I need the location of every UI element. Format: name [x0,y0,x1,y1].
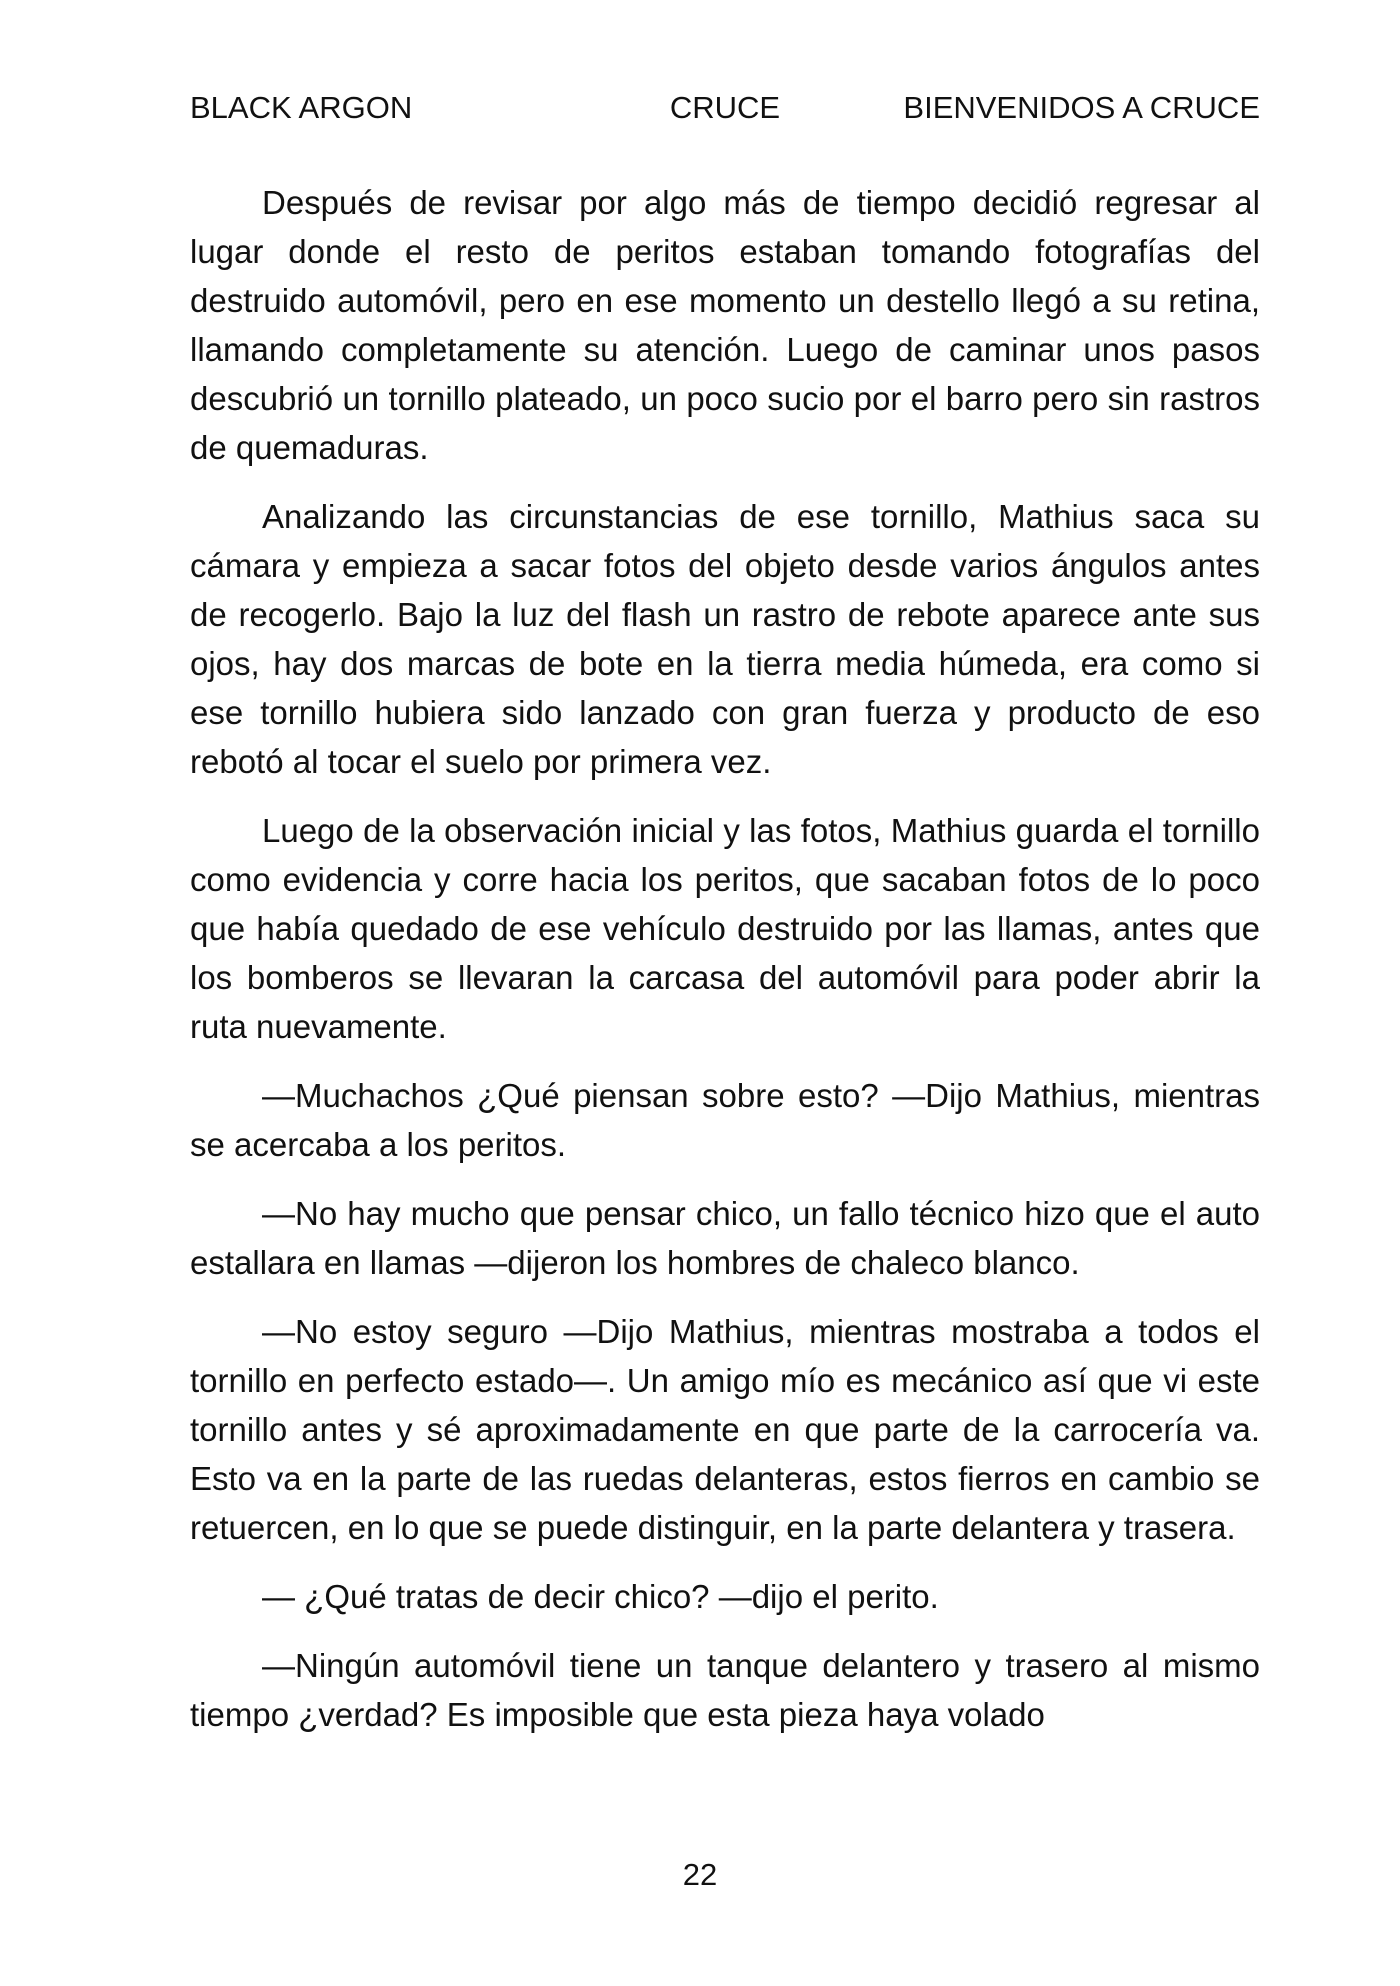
dialogue-paragraph: —Ningún automóvil tiene un tanque delantero y trasero al mismo tiempo ¿verdad? Es imposible que esta pieza haya volado [190,1647,1260,1733]
header-author: BLACK ARGON [190,90,413,125]
header-book-title: CRUCE [669,90,781,125]
running-header [190,88,1260,128]
dialogue-paragraph: — ¿Qué tratas de decir chico? —dijo el perito. [262,1578,939,1615]
dialogue-paragraph: —No estoy seguro —Dijo Mathius, mientras mostraba a todos el tornillo en perfecto estado—. Un amigo mío es mecánico así que vi este tornillo antes y sé aproximadamente en que parte de la carrocería va. Esto va en la parte de las ruedas delanteras, estos fierros en cambio se retuercen, en lo que se puede distinguir, en la parte delantera y trasera. [190,1313,1260,1546]
paragraph: Luego de la observación inicial y las fotos, Mathius guarda el tornillo como evidencia y corre hacia los peritos, que sacaban fotos de lo poco que había quedado de ese vehículo destruido por las llamas, antes que los bomberos se llevaran la carcasa del automóvil para poder abrir la ruta nuevamente. [190,812,1260,1045]
body-text [190,178,1260,1759]
dialogue-paragraph: —No hay mucho que pensar chico, un fallo técnico hizo que el auto estallara en llamas —dijeron los hombres de chaleco blanco. [190,1195,1260,1281]
header-chapter-title: BIENVENIDOS A CRUCE [903,90,1260,125]
paragraph: Analizando las circunstancias de ese tornillo, Mathius saca su cámara y empieza a sacar fotos del objeto desde varios ángulos antes de recogerlo. Bajo la luz del flash un rastro de rebote aparece ante sus ojos, hay dos marcas de bote en la tierra media húmeda, era como si ese tornillo hubiera sido lanzado con gran fuerza y producto de eso rebotó al tocar el suelo por primera vez. [190,498,1260,780]
dialogue-paragraph: —Muchachos ¿Qué piensan sobre esto? —Dijo Mathius, mientras se acercaba a los peritos. [190,1077,1260,1163]
paragraph: Después de revisar por algo más de tiempo decidió regresar al lugar donde el resto de peritos estaban tomando fotografías del destruido automóvil, pero en ese momento un destello llegó a su retina, llamando completamente su atención. Luego de caminar unos pasos descubrió un tornillo plateado, un poco sucio por el barro pero sin rastros de quemaduras. [190,184,1260,466]
page-number: 22 [682,1857,718,1892]
